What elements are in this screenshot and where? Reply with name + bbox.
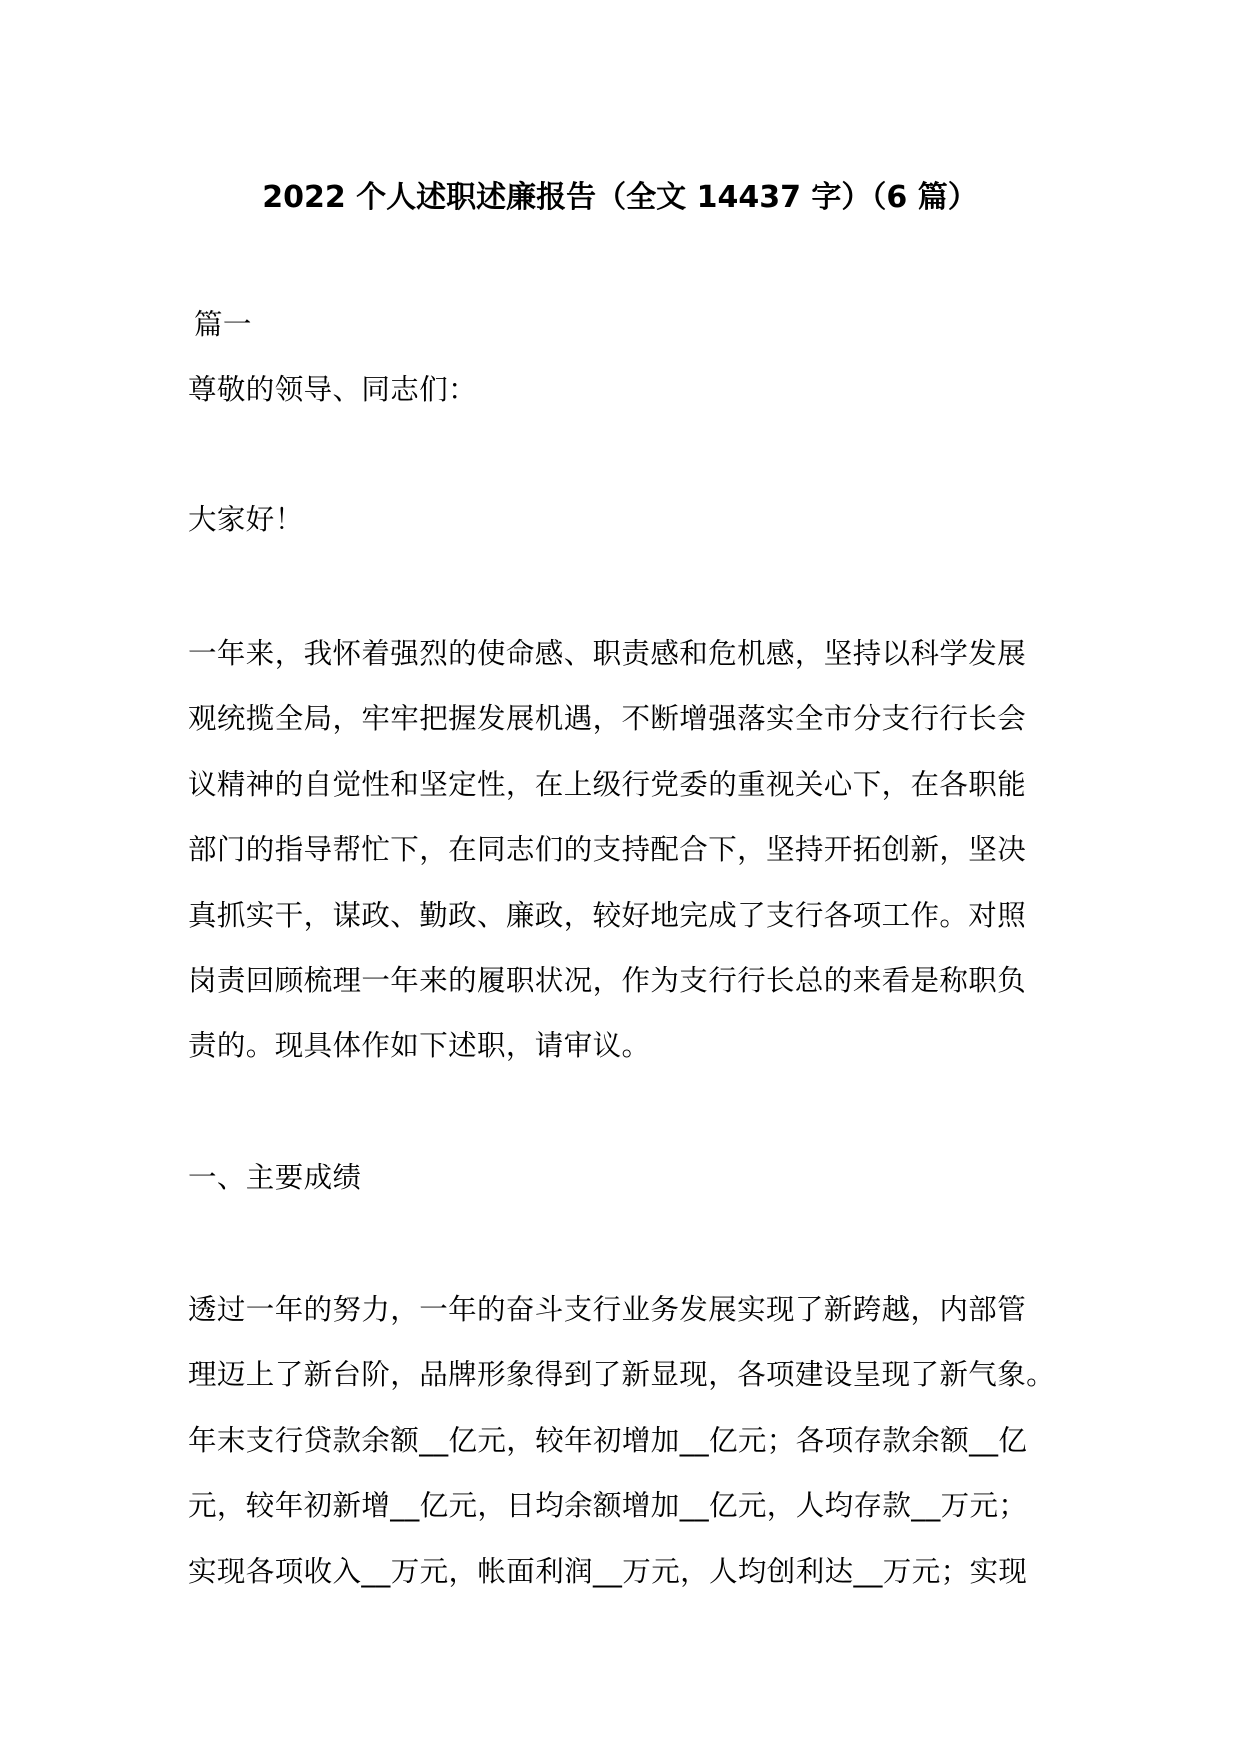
document-title: 2022 个人述职述廉报告（全文 14437 字）（6 篇） xyxy=(262,180,978,215)
paragraph-line: 一年来，我怀着强烈的使命感、职责感和危机感，坚持以科学发展 xyxy=(188,637,1027,670)
paragraph-line: 元，较年初新增__亿元，日均余额增加__亿元，人均存款__万元； xyxy=(188,1489,1028,1522)
salutation: 尊敬的领导、同志们： xyxy=(188,373,478,406)
paragraph-line: 岗责回顾梳理一年来的履职状况，作为支行行长总的来看是称职负 xyxy=(188,964,1027,997)
paragraph-line: 理迈上了新台阶，品牌形象得到了新显现，各项建设呈现了新气象。 xyxy=(188,1358,1056,1391)
paragraph-line: 责的。现具体作如下述职，请审议。 xyxy=(188,1029,651,1062)
section-heading: 一、主要成绩 xyxy=(188,1161,362,1194)
section-label: 篇一 xyxy=(194,308,252,341)
paragraph-line: 议精神的自觉性和坚定性，在上级行党委的重视关心下，在各职能 xyxy=(188,768,1027,801)
paragraph-line: 部门的指导帮忙下，在同志们的支持配合下，坚持开拓创新，坚决 xyxy=(188,833,1027,866)
greeting: 大家好！ xyxy=(188,503,304,536)
paragraph-line: 透过一年的努力，一年的奋斗支行业务发展实现了新跨越，内部管 xyxy=(188,1293,1027,1326)
paragraph-line: 真抓实干，谋政、勤政、廉政，较好地完成了支行各项工作。对照 xyxy=(188,899,1027,932)
paragraph-line: 观统揽全局，牢牢把握发展机遇，不断增强落实全市分支行行长会 xyxy=(188,702,1027,735)
paragraph-line: 实现各项收入__万元，帐面利润__万元，人均创利达__万元；实现 xyxy=(188,1555,1028,1588)
paragraph-line: 年末支行贷款余额__亿元，较年初增加__亿元；各项存款余额__亿 xyxy=(188,1424,1028,1457)
